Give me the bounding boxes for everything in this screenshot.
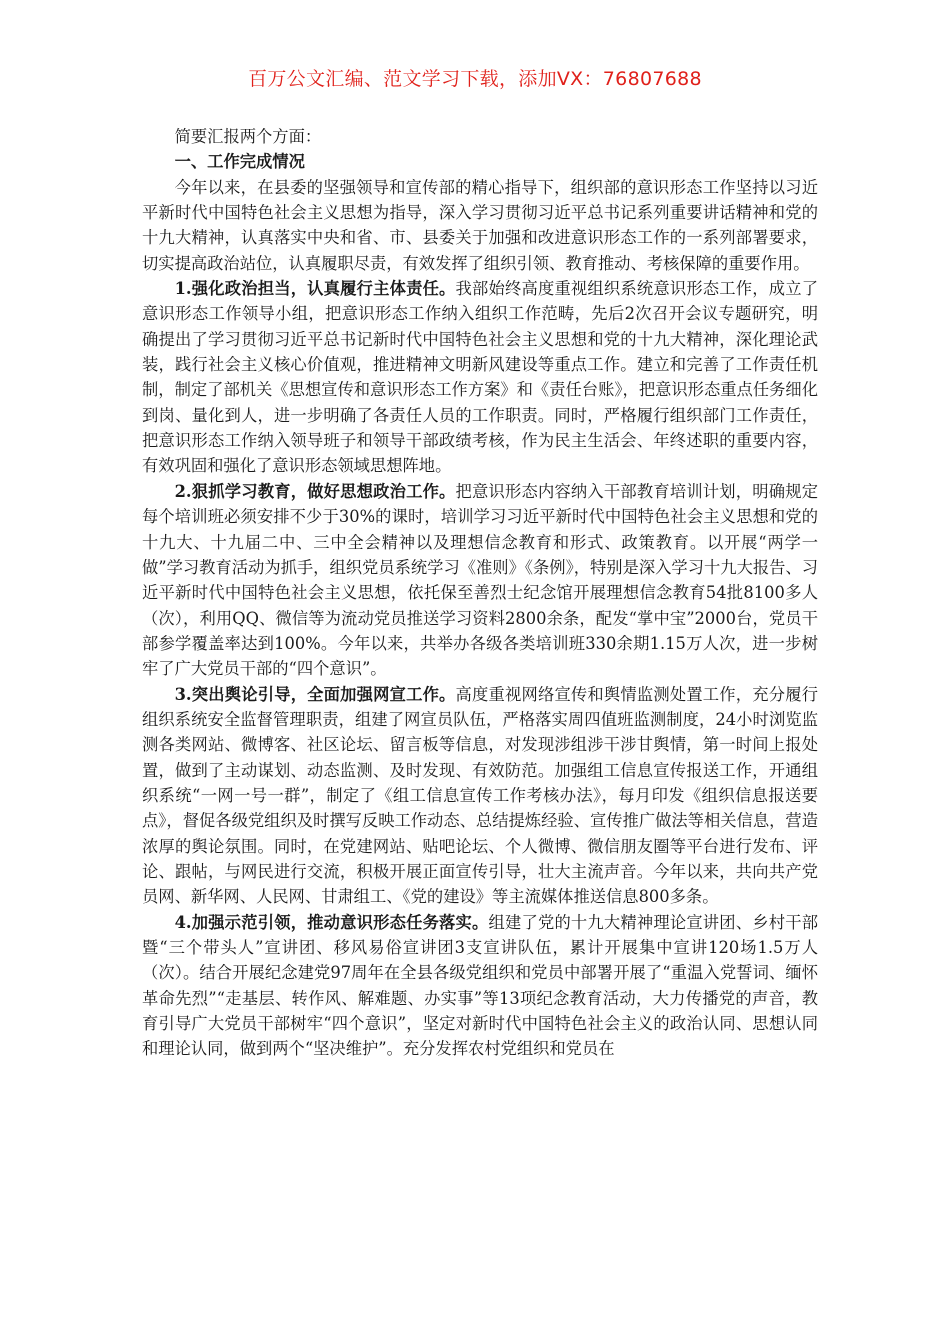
item-body-1: 我部始终高度重视组织系统意识形态工作，成立了意识形态工作领导小组，把意识形态工作纳入组织工作范畴，先后2次召开会议专题研究，明确提出了学习贯彻习近平总书记新时代中国特色社会主义思想和党的十九大精神，深化理论武装，践行社会主义核心价值观，推进精神文明新风建设等重点工作。建立和完善了工作责任机制，制定了部机关《思想宣传和意识形态工作方案》和《责任台账》，把意识形态重点任务细化到岗、量化到人，进一步明确了各责任人员的工作职责。同时，严格履行组织部门工作责任，把意识形态工作纳入领导班子和领导干部政绩考核，作为民主生活会、年终述职的重要内容，有效巩固和强化了意识形态领域思想阵地。: [142, 279, 818, 476]
section-heading: 一、工作完成情况: [174, 152, 305, 172]
overview-paragraph: 今年以来，在县委的坚强领导和宣传部的精心指导下，组织部的意识形态工作坚持以习近平新时代中国特色社会主义思想为指导，深入学习贯彻习近平总书记系列重要讲话精神和党的十九大精神，认真落实中央和省、市、县委关于加强和改进意识形态工作的一系列部署要求，切实提高政治站位，认真履职尽责，有效发挥了组织引领、教育推动、考核保障的重要作用。: [142, 177, 818, 273]
item-body-3: 高度重视网络宣传和舆情监测处置工作，充分履行组织系统安全监督管理职责，组建了网宣员队伍，严格落实周四值班监测制度，24小时浏览监测各类网站、微博客、社区论坛、留言板等信息，对发现涉组涉干涉甘舆情，第一时间上报处置，做到了主动谋划、动态监测、及时发现、有效防范。加强组工信息宣传报送工作，开通组织系统“一网一号一群”，制定了《组工信息宣传工作考核办法》，每月印发《组织信息报送要点》，督促各级党组织及时撰写反映工作动态、总结提炼经验、宣传推广做法等相关信息，营造浓厚的舆论氛围。同时，在党建网站、贴吧论坛、个人微博、微信朋友圈等平台进行发布、评论、跟帖，与网民进行交流，积极开展正面宣传引导，壮大主流声音。今年以来，共向共产党员网、新华网、人民网、甘肃组工、《党的建设》等主流媒体推送信息800多条。: [142, 684, 818, 907]
item-title-3: 3.突出舆论引导，全面加强网宣工作。: [174, 684, 456, 704]
watermark-banner: 百万公文汇编、范文学习下载，添加VX：76807688: [248, 68, 702, 90]
item-paragraph-1: [142, 276, 818, 479]
intro-line: 简要汇报两个方面：: [174, 127, 322, 146]
item-body-2: 把意识形态内容纳入干部教育培训计划，明确规定每个培训班必须安排不少于30%的课时，培训学习习近平新时代中国特色社会主义思想和党的十九大、十九届二中、三中全会精神以及理想信念教育和形式、政策教育。以开展“两学一做”学习教育活动为抓手，组织党员系统学习《准则》《条例》，特别是深入学习十九大报告、习近平新时代中国特色社会主义思想，依托保至善烈士纪念馆开展理想信念教育54批8100多人（次），利用QQ、微信等为流动党员推送学习资料2800余条，配发“掌中宝”2000台，党员干部参学覆盖率达到100%。今年以来，共举办各级各类培训班330余期1.15万人次，进一步树牢了广大党员干部的“四个意识”。: [142, 481, 818, 679]
item-paragraph-4: [142, 910, 818, 1062]
item-paragraph-3: [142, 682, 818, 910]
item-paragraph-2: [142, 479, 818, 682]
document-body: [142, 124, 818, 1062]
item-title-2: 2.狠抓学习教育，做好思想政治工作。: [174, 481, 456, 501]
item-title-4: 4.加强示范引领，推动意识形态任务落实。: [174, 912, 489, 932]
item-body-4: 组建了党的十九大精神理论宣讲团、乡村干部暨“三个带头人”宣讲团、移风易俗宣讲团3支宣讲队伍，累计开展集中宣讲120场1.5万人（次）。结合开展纪念建党97周年在全县各级党组织和党员中部署开展了“重温入党誓词、缅怀革命先烈”“走基层、转作风、解难题、办实事”等13项纪念教育活动，大力传播党的声音，教育引导广大党员干部树牢“四个意识”，坚定对新时代中国特色社会主义的政治认同、思想认同和理论认同，做到两个“坚决维护”。充分发挥农村党组织和党员在: [142, 912, 818, 1059]
item-title-1: 1.强化政治担当，认真履行主体责任。: [174, 279, 456, 299]
